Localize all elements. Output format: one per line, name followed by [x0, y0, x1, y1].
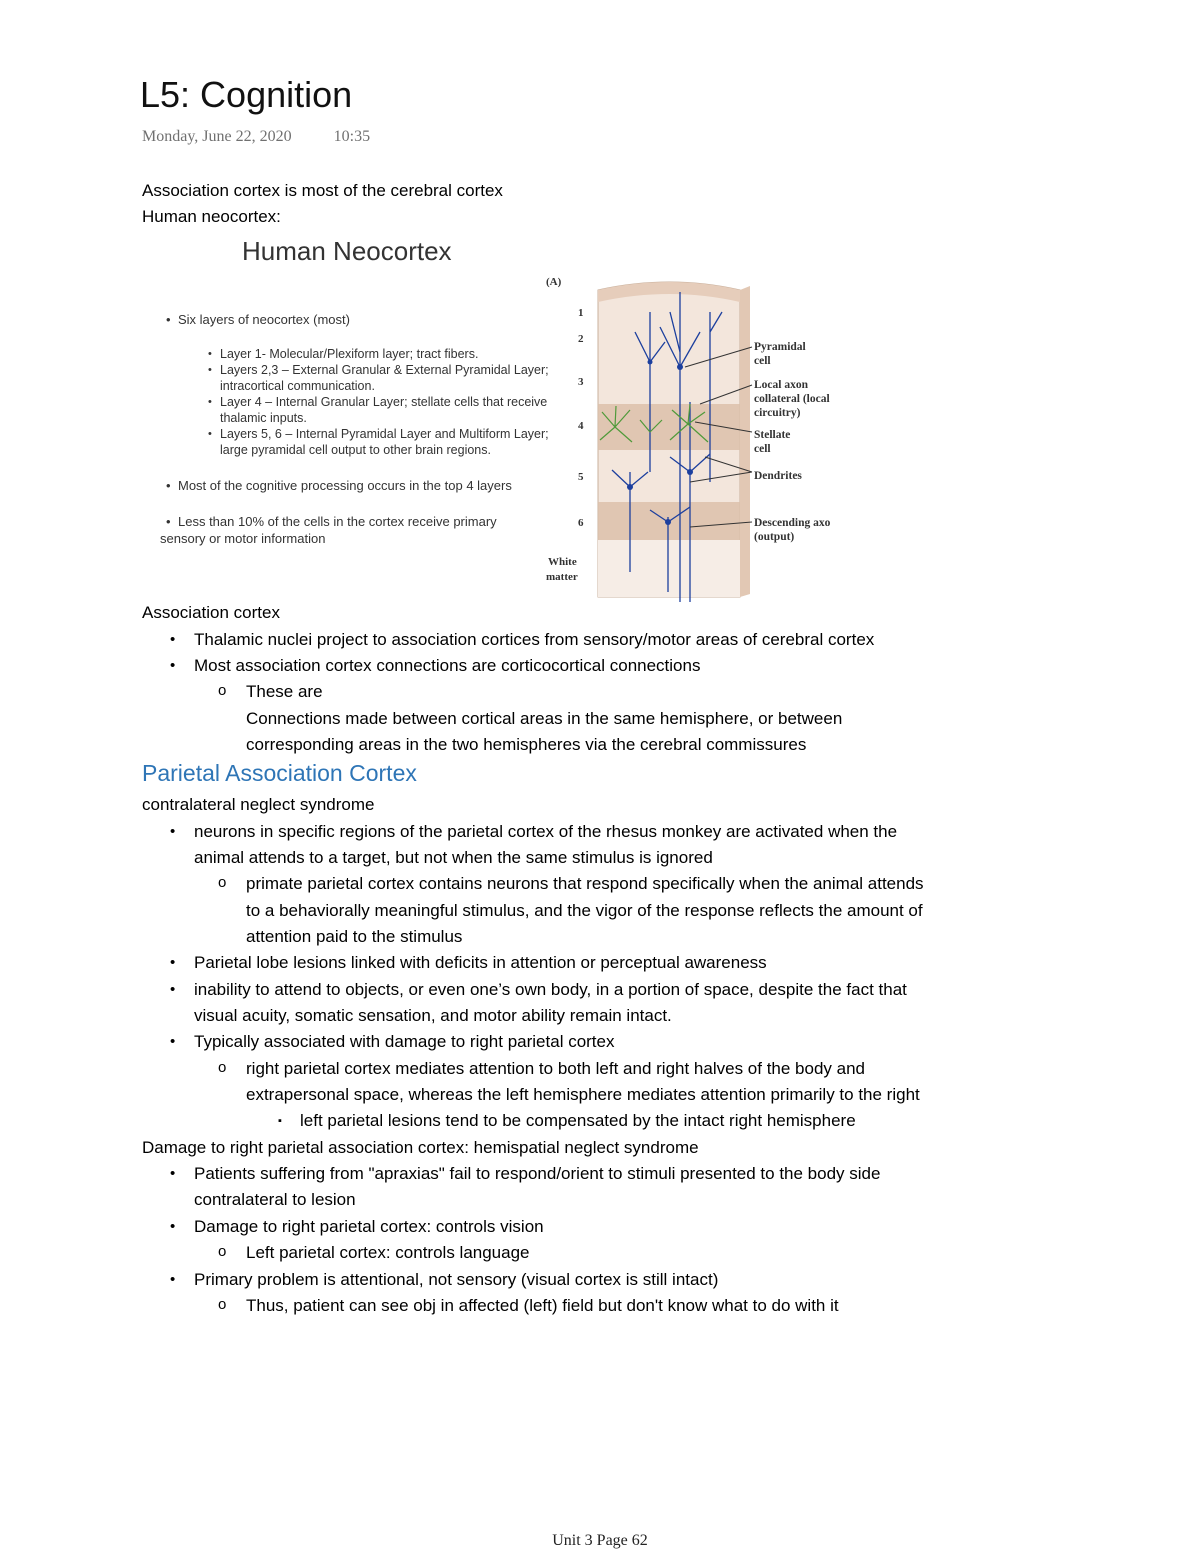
label-stellate: Stellate [754, 429, 791, 441]
figure-subbullet: • Layer 1- Molecular/Plexiform layer; tract fibers. [220, 346, 478, 362]
layer-4-band [598, 404, 740, 450]
list-item: o Thus, patient can see obj in affected (left) field but don't know what to do with it [246, 1293, 839, 1319]
white-matter-label: matter [546, 571, 578, 583]
list-item: • neurons in specific regions of the parietal cortex of the rhesus monkey are activated when the [194, 819, 897, 845]
label-stellate: cell [754, 443, 771, 455]
list-item: • Damage to right parietal cortex: controls vision [194, 1214, 544, 1240]
label-pyramidal: Pyramidal [754, 341, 806, 353]
layer-number: 4 [578, 420, 584, 432]
list-item: • Patients suffering from "apraxias" fail to respond/orient to stimuli presented to the body side [194, 1161, 880, 1187]
list-item: o These are [246, 679, 323, 705]
list-item-cont: attention paid to the stimulus [246, 927, 463, 946]
list-item: o Left parietal cortex: controls language [246, 1240, 530, 1266]
label-axon: collateral (local [754, 393, 830, 405]
list-item: • inability to attend to objects, or even one’s own body, in a portion of space, despite the fact that [194, 977, 907, 1003]
list-item-cont: to a behaviorally meaningful stimulus, and the vigor of the response reflects the amount of [246, 901, 923, 920]
layer-number: 2 [578, 333, 584, 345]
list-item-cont: corresponding areas in the two hemispheres via the cerebral commissures [246, 735, 807, 754]
list-item-cont: extrapersonal space, whereas the left hemisphere mediates attention primarily to the right [246, 1085, 920, 1104]
subheading: contralateral neglect syndrome [142, 795, 375, 814]
section-heading-parietal: Parietal Association Cortex [142, 760, 417, 786]
section-heading: Association cortex [142, 603, 280, 622]
list-item: • Primary problem is attentional, not sensory (visual cortex is still intact) [194, 1267, 718, 1293]
list-item: ▪ left parietal lesions tend to be compensated by the intact right hemisphere [300, 1108, 856, 1134]
label-pyramidal: cell [754, 355, 771, 367]
list-item-cont: animal attends to a target, but not when the same stimulus is ignored [194, 848, 713, 867]
layer-number: 5 [578, 471, 584, 483]
list-item: • Parietal lobe lesions linked with deficits in attention or perceptual awareness [194, 950, 767, 976]
figure-title: Human Neocortex [242, 236, 452, 266]
layer-number: 3 [578, 376, 584, 388]
layer-number: 1 [578, 307, 584, 319]
figure-subbullet: • Layers 2,3 – External Granular & External Pyramidal Layer; [220, 362, 549, 378]
list-item: • Most association cortex connections are corticocortical connections [194, 653, 700, 679]
list-item: • Typically associated with damage to right parietal cortex [194, 1029, 614, 1055]
list-item-cont: visual acuity, somatic sensation, and motor ability remain intact. [194, 1006, 672, 1025]
list-item: o primate parietal cortex contains neurons that respond specifically when the animal attends [246, 871, 924, 897]
block-side [740, 286, 750, 597]
figure-bullet-cont: sensory or motor information [160, 531, 326, 546]
intro-line: Association cortex is most of the cerebral cortex [142, 181, 503, 200]
layer-number: 6 [578, 517, 584, 529]
list-item-cont: contralateral to lesion [194, 1190, 356, 1209]
list-item: • Thalamic nuclei project to association cortices from sensory/motor areas of cerebral cortex [194, 627, 874, 653]
page-title: L5: Cognition [140, 74, 353, 115]
label-descending: Descending axo [754, 517, 831, 529]
neocortex-diagram [540, 272, 860, 604]
page-footer: Unit 3 Page 62 [552, 1532, 648, 1549]
neocortex-figure [150, 232, 860, 604]
figure-subbullet-cont: intracortical communication. [220, 379, 375, 393]
figure-subbullet-cont: large pyramidal cell output to other brain regions. [220, 443, 491, 457]
dateline [142, 128, 370, 146]
list-item: o right parietal cortex mediates attention to both left and right halves of the body and [246, 1056, 865, 1082]
date: Monday, June 22, 2020 [142, 128, 292, 145]
label-dendrites: Dendrites [754, 470, 802, 482]
label-descending: (output) [754, 531, 795, 543]
figure-subbullet: • Layer 4 – Internal Granular Layer; stellate cells that receive [220, 394, 547, 410]
subheading: Damage to right parietal association cortex: hemispatial neglect syndrome [142, 1138, 699, 1157]
time: 10:35 [333, 128, 371, 145]
figure-subbullet-cont: thalamic inputs. [220, 411, 307, 425]
white-matter-band [598, 540, 740, 597]
figure-bullet: • Less than 10% of the cells in the cortex receive primary [178, 514, 497, 530]
label-axon: circuitry) [754, 407, 801, 419]
list-item-cont: Connections made between cortical areas in the same hemisphere, or between [246, 709, 843, 728]
figure-bullet: • Six layers of neocortex (most) [178, 312, 350, 328]
panel-label: (A) [546, 276, 562, 288]
figure-bullet: • Most of the cognitive processing occurs in the top 4 layers [178, 478, 512, 494]
figure-subbullet: • Layers 5, 6 – Internal Pyramidal Layer and Multiform Layer; [220, 426, 549, 442]
white-matter-label: White [548, 556, 577, 568]
intro-line: Human neocortex: [142, 207, 281, 226]
label-axon: Local axon [754, 379, 808, 391]
